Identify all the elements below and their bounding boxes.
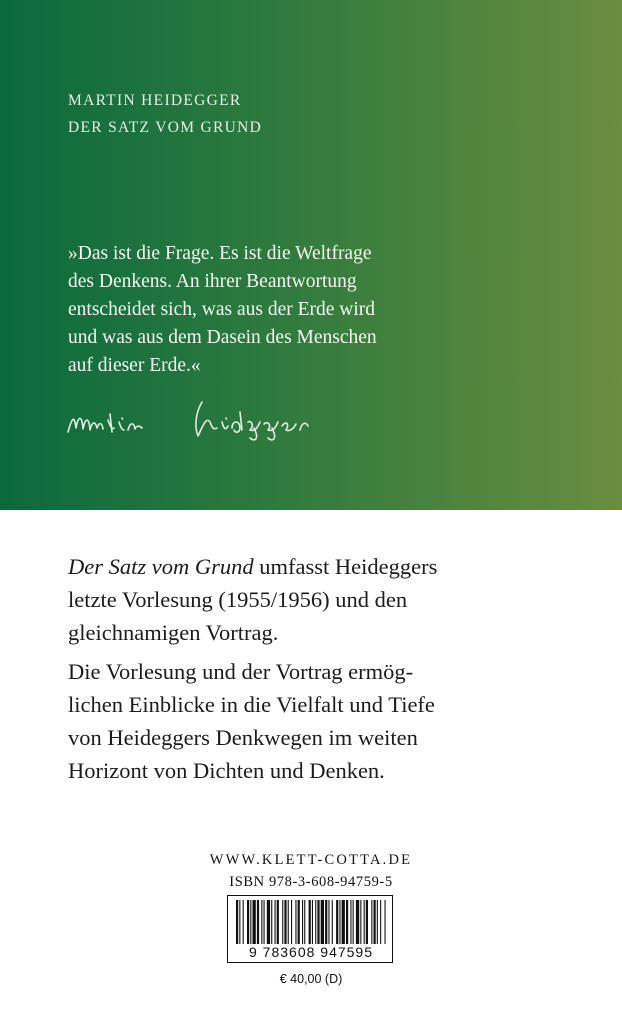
barcode-bar xyxy=(328,900,329,944)
author-name: MARTIN HEIDEGGER xyxy=(68,92,242,109)
barcode-bar xyxy=(356,900,359,944)
barcode-bar xyxy=(342,900,345,944)
barcode-bar xyxy=(295,900,296,944)
barcode-bar xyxy=(284,900,286,944)
blurb-line: Horizont von Dichten und Denken. xyxy=(68,758,385,783)
barcode-bar xyxy=(282,900,283,944)
blurb-line: lichen Einblicke in die Vielfalt und Tiefe xyxy=(68,692,435,717)
barcode-bar xyxy=(339,900,340,944)
barcode-bar xyxy=(298,900,300,944)
book-title: DER SATZ VOM GRUND xyxy=(68,119,263,136)
publisher-url: WWW.KLETT-COTTA.DE xyxy=(209,852,413,868)
barcode-bar xyxy=(247,900,249,944)
barcode-bar xyxy=(325,900,327,944)
barcode-bar xyxy=(346,900,348,944)
blurb-paragraph-1 xyxy=(68,550,538,649)
italic-book-title: Der Satz vom Grund xyxy=(68,554,254,579)
barcode-bar xyxy=(250,900,251,944)
barcode-bar xyxy=(321,900,324,944)
barcode-bars-icon xyxy=(236,900,386,944)
blurb-line: Die Vorlesung und der Vortrag ermög- xyxy=(68,659,414,684)
quote-line: »Das ist die Frage. Es ist die Weltfrage xyxy=(68,243,372,264)
barcode-bar xyxy=(236,900,238,944)
isbn: ISBN 978-3-608-94759-5 xyxy=(229,874,393,890)
blurb-paragraph-2 xyxy=(68,655,538,787)
barcode-bar xyxy=(302,900,303,944)
barcode-bar xyxy=(253,900,256,944)
quote-line: des Denkens. An ihrer Beantwortung xyxy=(68,271,357,292)
barcode-bar xyxy=(360,900,361,944)
barcode-bar xyxy=(264,900,265,944)
barcode-bar xyxy=(267,900,270,944)
barcode-bar xyxy=(336,900,338,944)
barcode-bar xyxy=(304,900,305,944)
blurb-line: umfasst Heideggers xyxy=(253,554,438,579)
barcode-bar xyxy=(350,900,351,944)
barcode-bar xyxy=(271,900,272,944)
barcode-bar xyxy=(364,900,365,944)
barcode-bar xyxy=(332,900,333,944)
barcode-bar xyxy=(374,900,376,944)
quote-line: und was aus dem Dasein des Menschen xyxy=(68,327,377,348)
barcode-bar xyxy=(366,900,368,944)
barcode-bar xyxy=(291,900,292,944)
barcode-bar xyxy=(371,900,372,944)
barcode-bar xyxy=(288,900,289,944)
blurb-line: gleichnamigen Vortrag. xyxy=(68,620,279,645)
barcode-bar xyxy=(261,900,262,944)
barcode xyxy=(227,895,393,963)
quote-line: entscheidet sich, was aus der Erde wird xyxy=(68,299,376,320)
barcode-bar xyxy=(385,900,386,944)
blurb-line: von Heideggers Denkwegen im weiten xyxy=(68,725,418,750)
quote xyxy=(68,240,448,380)
barcode-bar xyxy=(312,900,313,944)
barcode-bar xyxy=(380,900,381,944)
signature-icon xyxy=(64,392,364,442)
barcode-bar xyxy=(309,900,311,944)
barcode-bar xyxy=(257,900,259,944)
barcode-bar xyxy=(243,900,244,944)
quote-line: auf dieser Erde.« xyxy=(68,355,201,376)
blurb-line: letzte Vorlesung (1955/1956) und den xyxy=(68,587,408,612)
barcode-number: 9 783608 947595 xyxy=(249,944,373,960)
barcode-bar xyxy=(377,900,378,944)
barcode-bar xyxy=(275,900,276,944)
price: € 40,00 (D) xyxy=(279,972,343,986)
barcode-bar xyxy=(317,900,319,944)
barcode-bar xyxy=(353,900,354,944)
barcode-bar xyxy=(239,900,240,944)
barcode-bar xyxy=(315,900,316,944)
barcode-bar xyxy=(277,900,279,944)
